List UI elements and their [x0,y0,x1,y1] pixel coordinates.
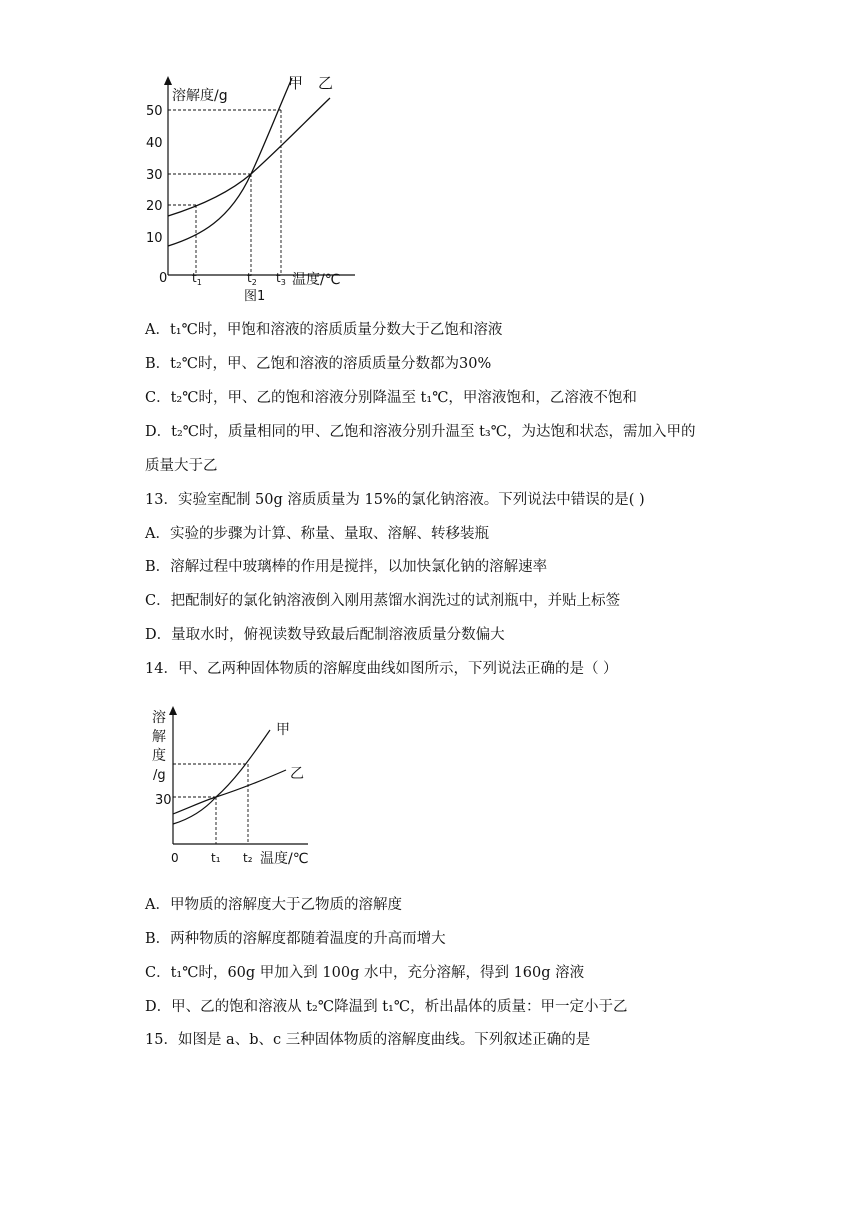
y-tick-label: 50 [146,104,163,119]
series-label-jia: 甲 [276,722,290,738]
q14-option-b: B．两种物质的溶解度都随着温度的升高而增大 [145,931,446,947]
curve-jia [173,730,270,824]
q13-stem: 13．实验室配制 50g 溶质质量为 15%的氯化钠溶液。下列说法中错误的是( ) [145,492,645,508]
y-axis-arrow [164,76,172,85]
y-axis-arrow [169,706,177,715]
q12-option-d-continued: 质量大于乙 [145,458,218,474]
q13-option-b: B．溶解过程中玻璃棒的作用是搅拌，以加快氯化钠的溶解速率 [145,559,548,575]
curve-yi [168,98,330,216]
y-tick-label: 10 [146,231,163,246]
x-axis-label: 温度/℃ [260,851,309,867]
q15-stem: 15．如图是 a、b、c 三种固体物质的溶解度曲线。下列叙述正确的是 [145,1032,591,1048]
origin-label: 0 [159,271,168,286]
x-tick-label: t₂ [243,851,253,865]
figure-1-solubility-curve [140,70,360,310]
q14-stem: 14．甲、乙两种固体物质的溶解度曲线如图所示，下列说法正确的是（ ） [145,661,618,677]
y-axis-label: 溶解度/g [172,88,228,104]
y-axis-label-char: /g [153,768,166,783]
y-tick-label: 40 [146,136,163,151]
x-tick-label: $t_3$ [276,271,286,287]
q12-option-b: B．t₂℃时，甲、乙饱和溶液的溶质质量分数都为30% [145,356,492,372]
y-axis-label-char: 解 [152,729,166,745]
series-label-jia: 甲 [288,74,304,92]
q12-option-d: D．t₂℃时，质量相同的甲、乙饱和溶液分别升温至 t₃℃，为达饱和状态，需加入甲的 [145,424,696,440]
y-axis-label-char: 度 [152,748,166,764]
series-label-yi: 乙 [318,74,334,92]
q14-option-c: C．t₁℃时，60g 甲加入到 100g 水中，充分溶解，得到 160g 溶液 [145,965,585,981]
x-axis-label: 温度/℃ [292,272,341,288]
q14-option-a: A．甲物质的溶解度大于乙物质的溶解度 [145,897,402,913]
x-tick-label: $t_1$ [192,271,202,287]
q14-option-d: D．甲、乙的饱和溶液从 t₂℃降温到 t₁℃，析出晶体的质量：甲一定小于乙 [145,999,628,1015]
curve-yi [173,770,286,814]
q13-option-d: D．量取水时，俯视读数导致最后配制溶液质量分数偏大 [145,627,505,643]
q12-option-c: C．t₂℃时，甲、乙的饱和溶液分别降温至 t₁℃，甲溶液饱和，乙溶液不饱和 [145,390,637,406]
origin-label: 0 [171,851,179,865]
y-axis-label-char: 溶 [152,710,166,726]
x-tick-label: t₁ [211,851,221,865]
x-tick-label: $t_2$ [247,271,257,287]
figure-caption: 图1 [244,289,266,304]
q13-option-c: C．把配制好的氯化钠溶液倒入刚用蒸馏水润洗过的试剂瓶中，并贴上标签 [145,593,621,609]
series-label-yi: 乙 [290,766,304,782]
q13-option-a: A．实验的步骤为计算、称量、量取、溶解、转移装瓶 [145,526,489,542]
figure-q14-solubility-curve [148,700,318,870]
y-tick-label: 20 [146,199,163,214]
y-tick-label: 30 [146,168,163,183]
y-tick-label: 30 [155,793,172,808]
q12-option-a: A．t₁℃时，甲饱和溶液的溶质质量分数大于乙饱和溶液 [145,322,503,338]
